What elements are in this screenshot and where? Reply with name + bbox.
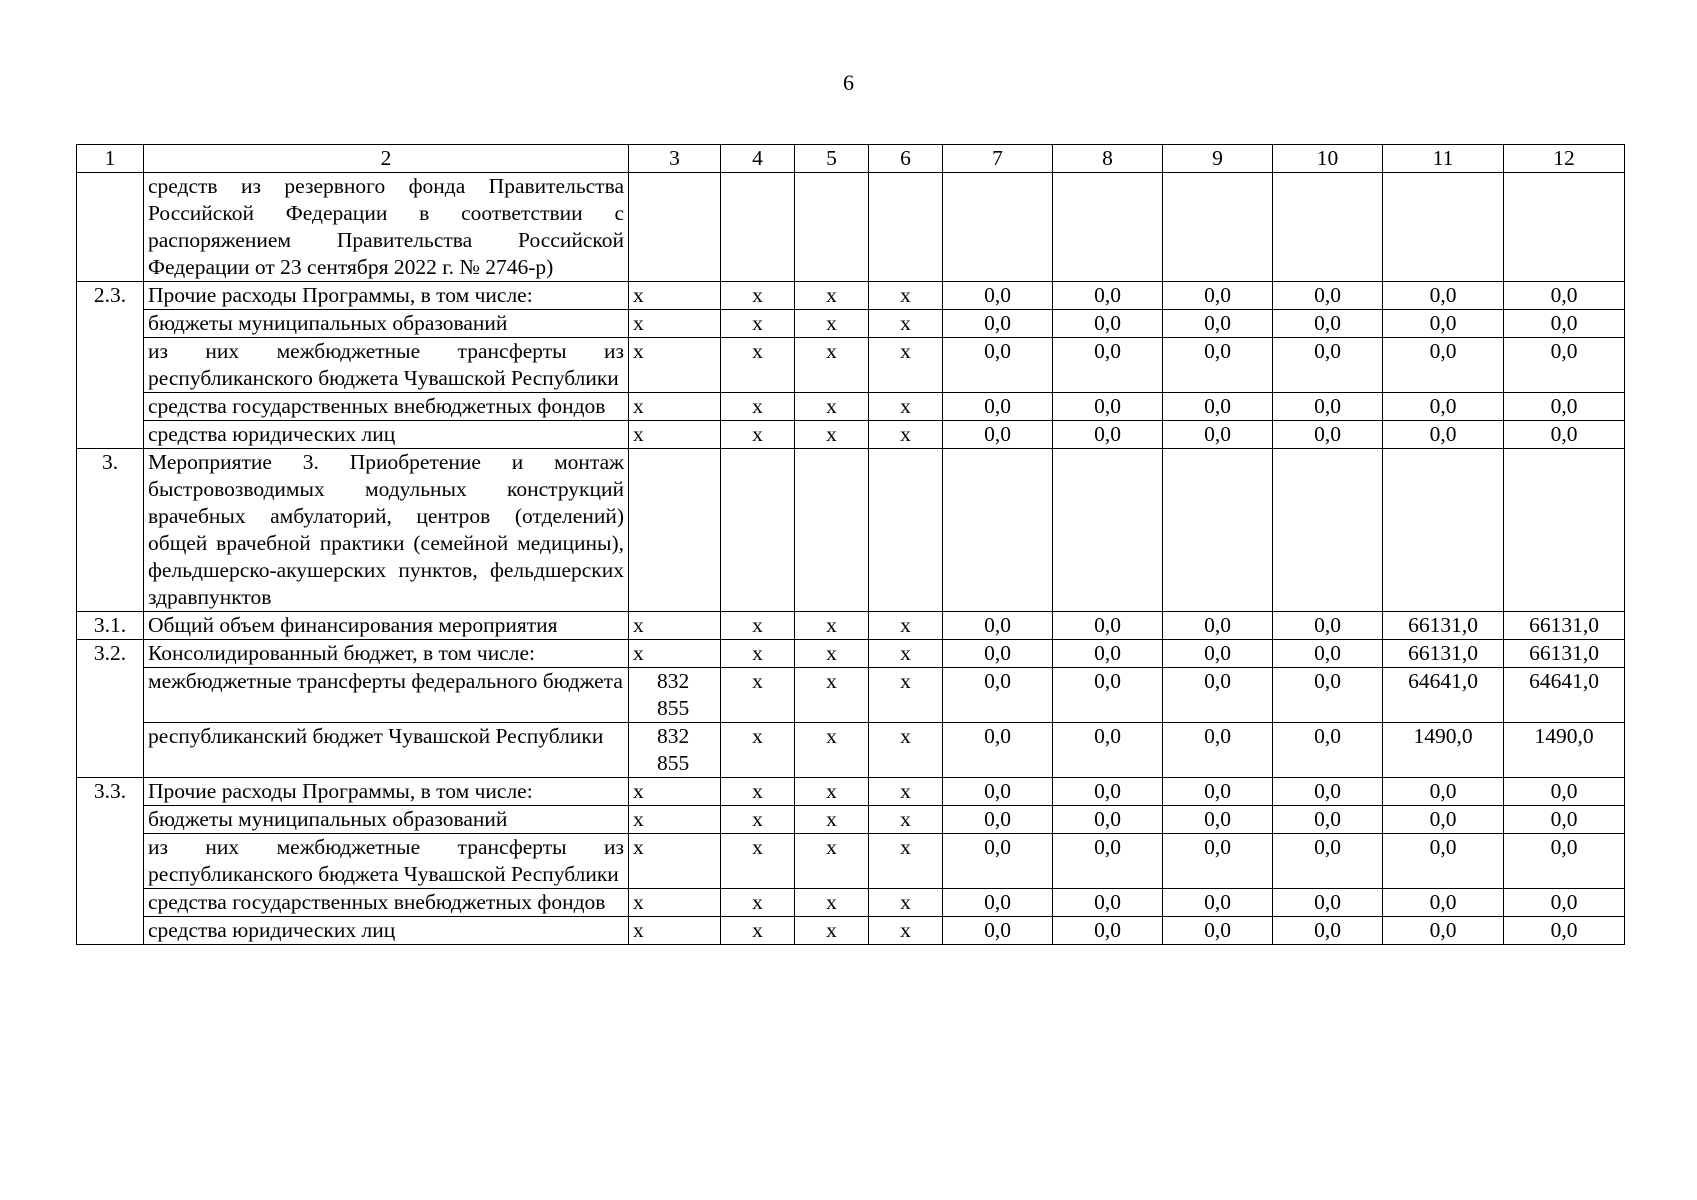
value-cell: 0,0 <box>1504 917 1625 945</box>
value-cell <box>869 173 943 282</box>
value-cell: х <box>869 338 943 393</box>
value-cell <box>1273 173 1383 282</box>
value-cell: х <box>795 778 869 806</box>
row-number-cell: 3. <box>77 449 144 612</box>
value-cell: х <box>629 640 721 668</box>
value-cell: 0,0 <box>1383 421 1504 449</box>
value-cell: 0,0 <box>1383 834 1504 889</box>
value-cell: х <box>721 889 795 917</box>
value-cell: 0,0 <box>1504 282 1625 310</box>
value-cell: 0,0 <box>943 917 1053 945</box>
value-cell: 0,0 <box>1504 338 1625 393</box>
value-cell: 0,0 <box>1163 338 1273 393</box>
value-cell: 0,0 <box>943 310 1053 338</box>
code-line: 855 <box>657 751 690 775</box>
value-cell <box>721 173 795 282</box>
value-cell: х <box>795 723 869 778</box>
table-row <box>77 449 1625 612</box>
value-cell: х <box>795 917 869 945</box>
row-number-cell <box>77 806 144 834</box>
value-cell <box>795 449 869 612</box>
value-cell: 0,0 <box>1504 834 1625 889</box>
row-description-cell: средства юридических лиц <box>144 421 629 449</box>
value-cell: 0,0 <box>1504 393 1625 421</box>
value-cell: 0,0 <box>1273 421 1383 449</box>
value-cell <box>629 668 721 723</box>
value-cell: х <box>795 338 869 393</box>
table-row <box>77 723 1625 778</box>
column-header-cell: 3 <box>629 145 721 173</box>
value-cell: 0,0 <box>943 338 1053 393</box>
value-cell: х <box>869 917 943 945</box>
value-cell: 0,0 <box>943 778 1053 806</box>
table-row <box>77 889 1625 917</box>
value-cell <box>1504 173 1625 282</box>
value-cell: х <box>795 421 869 449</box>
value-cell <box>1053 449 1163 612</box>
value-cell: 0,0 <box>943 806 1053 834</box>
table-body <box>77 173 1625 945</box>
value-cell: 0,0 <box>1053 723 1163 778</box>
value-cell: 0,0 <box>1163 612 1273 640</box>
row-number-cell <box>77 668 144 723</box>
value-cell: 0,0 <box>1053 889 1163 917</box>
value-cell: х <box>869 889 943 917</box>
column-header-cell: 9 <box>1163 145 1273 173</box>
value-cell: 0,0 <box>1504 889 1625 917</box>
value-cell: х <box>721 806 795 834</box>
value-cell: 0,0 <box>1504 806 1625 834</box>
table-row <box>77 393 1625 421</box>
code-line: 832 <box>657 724 690 748</box>
row-description-cell: средства государственных внебюджетных фондов <box>144 393 629 421</box>
value-cell: х <box>629 889 721 917</box>
value-cell <box>629 449 721 612</box>
row-description-cell: бюджеты муниципальных образований <box>144 310 629 338</box>
value-cell: 0,0 <box>1273 310 1383 338</box>
value-cell: 0,0 <box>1273 723 1383 778</box>
value-cell: х <box>795 640 869 668</box>
row-description-cell: Прочие расходы Программы, в том числе: <box>144 282 629 310</box>
page-number: 6 <box>843 70 854 95</box>
value-cell: х <box>721 640 795 668</box>
value-cell: х <box>721 282 795 310</box>
value-cell: х <box>721 393 795 421</box>
column-number-row <box>77 145 1625 173</box>
value-cell: 0,0 <box>943 421 1053 449</box>
value-cell: х <box>869 723 943 778</box>
value-cell <box>629 173 721 282</box>
value-cell: 64641,0 <box>1383 668 1504 723</box>
value-cell: х <box>795 834 869 889</box>
value-cell: х <box>869 282 943 310</box>
row-number-cell <box>77 917 144 945</box>
value-cell: 0,0 <box>1273 834 1383 889</box>
value-cell: 0,0 <box>1383 310 1504 338</box>
value-cell: 0,0 <box>1273 668 1383 723</box>
value-cell: х <box>795 282 869 310</box>
column-header-cell: 11 <box>1383 145 1504 173</box>
row-number-cell <box>77 310 144 338</box>
value-cell: 0,0 <box>1273 917 1383 945</box>
value-cell: 0,0 <box>1053 668 1163 723</box>
table-row <box>77 668 1625 723</box>
row-description-cell: из них межбюджетные трансферты из республиканского бюджета Чувашской Республики <box>144 834 629 889</box>
value-cell: х <box>629 338 721 393</box>
value-cell: 0,0 <box>1163 778 1273 806</box>
value-cell: 0,0 <box>1163 282 1273 310</box>
value-cell: 0,0 <box>1163 806 1273 834</box>
code-line: 855 <box>657 696 690 720</box>
row-number-cell: 3.1. <box>77 612 144 640</box>
value-cell: х <box>795 393 869 421</box>
value-cell: 0,0 <box>1163 640 1273 668</box>
value-cell <box>1273 449 1383 612</box>
value-cell: 0,0 <box>943 282 1053 310</box>
value-cell: 0,0 <box>943 834 1053 889</box>
value-cell <box>1383 449 1504 612</box>
value-cell: 0,0 <box>1383 806 1504 834</box>
value-cell: х <box>629 778 721 806</box>
value-cell: х <box>869 310 943 338</box>
table-row <box>77 834 1625 889</box>
value-cell: 66131,0 <box>1383 640 1504 668</box>
value-cell: х <box>721 612 795 640</box>
row-description-cell: Общий объем финансирования мероприятия <box>144 612 629 640</box>
table-row <box>77 173 1625 282</box>
row-description-cell: средства государственных внебюджетных фондов <box>144 889 629 917</box>
value-cell: 0,0 <box>1163 310 1273 338</box>
value-cell: х <box>721 778 795 806</box>
value-cell: 0,0 <box>943 612 1053 640</box>
value-cell: 0,0 <box>1163 668 1273 723</box>
value-cell: х <box>629 421 721 449</box>
column-header-cell: 5 <box>795 145 869 173</box>
budget-table <box>76 144 1625 945</box>
row-description-cell: из них межбюджетные трансферты из республиканского бюджета Чувашской Республики <box>144 338 629 393</box>
value-cell <box>1163 173 1273 282</box>
value-cell: 0,0 <box>1053 612 1163 640</box>
value-cell: 0,0 <box>1383 338 1504 393</box>
value-cell <box>1504 449 1625 612</box>
value-cell: 0,0 <box>943 393 1053 421</box>
value-cell: х <box>629 834 721 889</box>
value-cell: х <box>629 310 721 338</box>
value-cell: 0,0 <box>1273 612 1383 640</box>
value-cell <box>795 173 869 282</box>
value-cell: 0,0 <box>1053 834 1163 889</box>
value-cell <box>721 449 795 612</box>
value-cell: 0,0 <box>943 640 1053 668</box>
value-cell: 0,0 <box>1383 393 1504 421</box>
value-cell: 66131,0 <box>1504 640 1625 668</box>
table-row <box>77 421 1625 449</box>
value-cell: х <box>869 834 943 889</box>
column-header-cell: 8 <box>1053 145 1163 173</box>
value-cell: 66131,0 <box>1504 612 1625 640</box>
value-cell: х <box>795 612 869 640</box>
value-cell: х <box>869 778 943 806</box>
value-cell: 0,0 <box>1053 806 1163 834</box>
value-cell: 0,0 <box>1504 421 1625 449</box>
value-cell: х <box>869 640 943 668</box>
value-cell: 0,0 <box>1383 778 1504 806</box>
value-cell: х <box>795 668 869 723</box>
value-cell: 1490,0 <box>1504 723 1625 778</box>
value-cell: х <box>629 282 721 310</box>
value-cell: 0,0 <box>1273 338 1383 393</box>
row-number-cell <box>77 421 144 449</box>
value-cell: х <box>869 668 943 723</box>
column-header-cell: 1 <box>77 145 144 173</box>
code-line: 832 <box>657 669 690 693</box>
value-cell: 0,0 <box>1383 917 1504 945</box>
value-cell: х <box>869 393 943 421</box>
value-cell <box>943 449 1053 612</box>
value-cell: 0,0 <box>943 889 1053 917</box>
value-cell: х <box>721 310 795 338</box>
value-cell: 0,0 <box>1273 640 1383 668</box>
value-cell: х <box>795 310 869 338</box>
value-cell: х <box>721 421 795 449</box>
row-description-cell: Консолидированный бюджет, в том числе: <box>144 640 629 668</box>
row-description-cell: средств из резервного фонда Правительства Российской Федерации в соответствии с распоряжением Правительства Российской Федерации от 23 сентября 2022 г. № 2746-р) <box>144 173 629 282</box>
value-cell: 0,0 <box>1053 338 1163 393</box>
value-cell: 0,0 <box>1053 640 1163 668</box>
value-cell: 0,0 <box>1273 282 1383 310</box>
value-cell <box>869 449 943 612</box>
value-cell: 0,0 <box>1163 421 1273 449</box>
column-header-cell: 6 <box>869 145 943 173</box>
value-cell: 0,0 <box>1163 723 1273 778</box>
value-cell: х <box>629 612 721 640</box>
table-row <box>77 806 1625 834</box>
value-cell: х <box>795 806 869 834</box>
value-cell: 0,0 <box>1163 834 1273 889</box>
value-cell: 0,0 <box>1383 889 1504 917</box>
value-cell: 0,0 <box>1273 806 1383 834</box>
value-cell: 0,0 <box>1163 889 1273 917</box>
value-cell: 0,0 <box>1053 282 1163 310</box>
row-description-cell: межбюджетные трансферты федерального бюджета <box>144 668 629 723</box>
value-cell: 66131,0 <box>1383 612 1504 640</box>
column-header-cell: 10 <box>1273 145 1383 173</box>
row-description-cell: Прочие расходы Программы, в том числе: <box>144 778 629 806</box>
value-cell: 0,0 <box>1163 917 1273 945</box>
row-number-cell: 2.3. <box>77 282 144 310</box>
value-cell: 0,0 <box>943 668 1053 723</box>
value-cell: х <box>795 889 869 917</box>
value-cell: 0,0 <box>1163 393 1273 421</box>
value-cell: 64641,0 <box>1504 668 1625 723</box>
table-row <box>77 338 1625 393</box>
value-cell: х <box>629 393 721 421</box>
value-cell: х <box>629 806 721 834</box>
value-cell: 0,0 <box>1053 393 1163 421</box>
value-cell: 0,0 <box>1504 310 1625 338</box>
table-row <box>77 640 1625 668</box>
value-cell <box>1163 449 1273 612</box>
column-header-cell: 2 <box>144 145 629 173</box>
table-row <box>77 778 1625 806</box>
row-number-cell <box>77 393 144 421</box>
value-cell: 0,0 <box>1273 393 1383 421</box>
value-cell: х <box>869 806 943 834</box>
value-cell <box>1053 173 1163 282</box>
row-number-cell: 3.2. <box>77 640 144 668</box>
value-cell <box>629 723 721 778</box>
value-cell: 0,0 <box>1053 421 1163 449</box>
value-cell: 1490,0 <box>1383 723 1504 778</box>
value-cell: 0,0 <box>1053 917 1163 945</box>
value-cell: х <box>721 668 795 723</box>
row-number-cell <box>77 889 144 917</box>
column-header-cell: 7 <box>943 145 1053 173</box>
table-row <box>77 282 1625 310</box>
row-description-cell: Мероприятие 3. Приобретение и монтаж быстровозводимых модульных конструкций врачебных амбулаторий, центров (отделений) общей врачебной практики (семейной медицины), фельдшерско-акушерских пунктов, фельдшерских здравпунктов <box>144 449 629 612</box>
value-cell <box>1383 173 1504 282</box>
column-header-cell: 12 <box>1504 145 1625 173</box>
row-number-cell <box>77 173 144 282</box>
row-description-cell: республиканский бюджет Чувашской Республики <box>144 723 629 778</box>
row-number-cell <box>77 338 144 393</box>
table-row <box>77 310 1625 338</box>
value-cell: 0,0 <box>1273 889 1383 917</box>
value-cell: х <box>721 917 795 945</box>
value-cell: 0,0 <box>1504 778 1625 806</box>
value-cell: 0,0 <box>943 723 1053 778</box>
table-row <box>77 917 1625 945</box>
row-description-cell: средства юридических лиц <box>144 917 629 945</box>
row-number-cell <box>77 723 144 778</box>
value-cell: 0,0 <box>1053 310 1163 338</box>
value-cell: 0,0 <box>1383 282 1504 310</box>
value-cell: х <box>869 612 943 640</box>
column-header-cell: 4 <box>721 145 795 173</box>
row-number-cell: 3.3. <box>77 778 144 806</box>
value-cell: х <box>721 723 795 778</box>
value-cell: х <box>721 834 795 889</box>
value-cell: х <box>721 338 795 393</box>
value-cell: х <box>629 917 721 945</box>
value-cell: х <box>869 421 943 449</box>
table-row <box>77 612 1625 640</box>
row-description-cell: бюджеты муниципальных образований <box>144 806 629 834</box>
value-cell <box>943 173 1053 282</box>
row-number-cell <box>77 834 144 889</box>
value-cell: 0,0 <box>1053 778 1163 806</box>
value-cell: 0,0 <box>1273 778 1383 806</box>
